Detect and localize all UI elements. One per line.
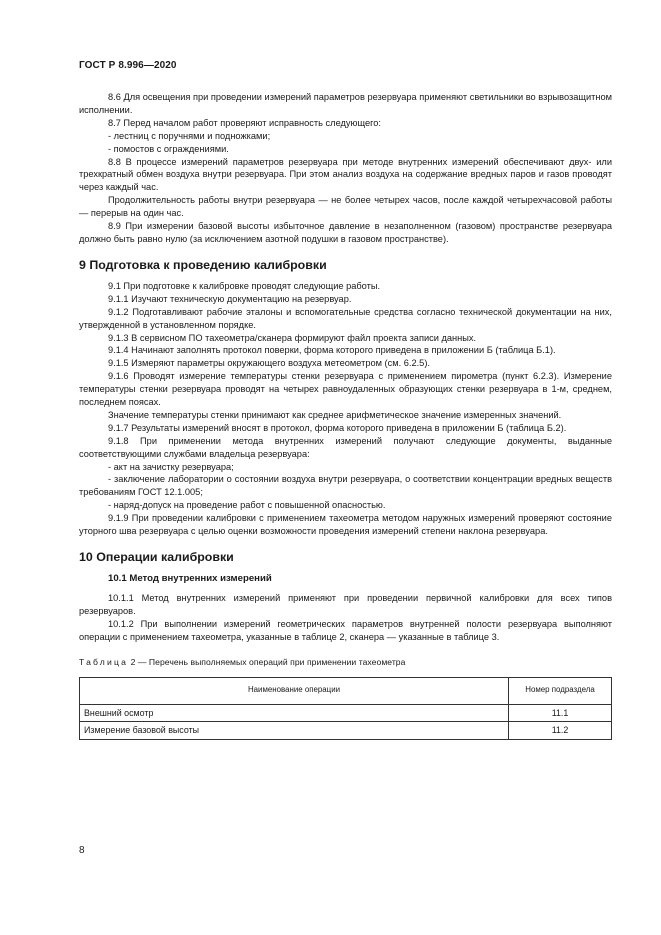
- clause-9-1-6: 9.1.6 Проводят измерение температуры стенки резервуара с применением пирометра (пункт 6.2.3). Измерение температуры стенки резервуара проводят на четырех равноудаленных образующих стенки резервуара в 1-м, среднем, последнем поясах.: [79, 371, 612, 408]
- table-cell-operation: Внешний осмотр: [80, 704, 509, 722]
- clause-8-7: 8.7 Перед началом работ проверяют исправность следующего:: [108, 117, 382, 128]
- table-cell-subsection: 11.1: [509, 704, 612, 722]
- clause-9-1-6-average: Значение температуры стенки принимают как среднее арифметическое значение измеренных значений.: [108, 409, 562, 420]
- table-cell-operation: Измерение базовой высоты: [80, 722, 509, 740]
- clause-9-1: 9.1 При подготовке к калибровке проводят следующие работы.: [108, 280, 381, 291]
- clause-9-1-5: 9.1.5 Измеряют параметры окружающего воздуха метеометром (см. 6.2.5).: [108, 358, 430, 369]
- clause-9-1-7: 9.1.7 Результаты измерений вносят в протокол, форма которого приведена в приложении Б (таблица Б.2).: [108, 422, 567, 433]
- clause-9-1-8: 9.1.8 При применении метода внутренних измерений получают следующие документы, выданные соответствующими службами владельца резервуара:: [79, 435, 612, 459]
- operations-table: [79, 677, 612, 741]
- clause-9-1-3: 9.1.3 В сервисном ПО тахеометра/сканера формируют файл проекта записи данных.: [108, 332, 477, 343]
- column-header-operation: Наименование операции: [80, 677, 509, 704]
- table-row: [80, 704, 612, 722]
- clause-8-9: 8.9 При измерении базовой высоты избыточное давление в незаполненном (газовом) пространстве резервуара должно быть равно нулю (за исключением азотной подушки в газовом пространстве).: [79, 221, 612, 244]
- clause-8-8-duration: Продолжительность работы внутри резервуара — не более четырех часов, после каждой четырехчасовой работы — перерыв на один час.: [79, 195, 612, 219]
- section-10-heading: 10 Операции калибровки: [79, 550, 234, 564]
- document-body: [79, 91, 612, 740]
- clause-8-6: 8.6 Для освещения при проведении измерений параметров резервуара применяют светильники во взрывозащитном исполнении.: [79, 92, 612, 115]
- table-cell-subsection: 11.2: [509, 722, 612, 740]
- clause-10-1-2: 10.1.2 При выполнении измерений геометрических параметров внутренней полости резервуара выполняют операции с применением тахеометра, указанные в таблице 2, сканера — указанные в таблице 3.: [79, 618, 612, 642]
- clause-9-1-2: 9.1.2 Подготавливают рабочие эталоны и вспомогательные средства согласно технической документации на них, утвержденной в установленном порядке.: [79, 306, 612, 330]
- column-header-subsection: Номер подраздела: [509, 677, 612, 704]
- subsection-10-1-heading: 10.1 Метод внутренних измерений: [108, 573, 272, 584]
- list-item-work-permit: - наряд-допуск на проведение работ с повышенной опасностью.: [108, 500, 386, 511]
- clause-8-8: 8.8 В процессе измерений параметров резервуара при методе внутренних измерений обеспечивают двух- или трехкратный обмен воздуха внутри резервуара. При этом анализ воздуха на содержание вредных паров и газов проводят через каждый час.: [79, 156, 612, 193]
- clause-9-1-4: 9.1.4 Начинают заполнять протокол поверки, форма которого приведена в приложении Б (таблица Б.1).: [108, 345, 556, 356]
- list-item-lab-conclusion: - заключение лаборатории о состоянии воздуха внутри резервуара, о соответствии концентрации вредных веществ требованиям ГОСТ 12.1.005;: [79, 474, 612, 498]
- table-caption-text: 2 — Перечень выполняемых операций при применении тахеометра: [130, 656, 406, 667]
- table-caption-word: Таблица: [79, 656, 129, 667]
- clause-9-1-1: 9.1.1 Изучают техническую документацию на резервуар.: [108, 293, 352, 304]
- clause-10-1-1: 10.1.1 Метод внутренних измерений применяют при проведении первичной калибровки для всех типов резервуаров.: [79, 593, 612, 616]
- list-item-cleaning-act: - акт на зачистку резервуара;: [108, 461, 234, 472]
- table-caption: [79, 656, 612, 669]
- table-row: [80, 722, 612, 740]
- list-item-platforms: - помостов с ограждениями.: [108, 143, 229, 154]
- table-header-row: [80, 677, 612, 704]
- clause-9-1-9: 9.1.9 При проведении калибровки с применением тахеометра методом наружных измерений проверяют состояние уторного шва резервуара с целью оценки возможности проведения измерений степени наклона резервуара.: [79, 513, 612, 537]
- list-item-stairs: - лестниц с поручнями и подножками;: [108, 130, 271, 141]
- section-9-heading: 9 Подготовка к проведению калибровки: [79, 257, 327, 272]
- document-header: ГОСТ Р 8.996—2020: [79, 60, 177, 71]
- page-number: 8: [79, 845, 85, 856]
